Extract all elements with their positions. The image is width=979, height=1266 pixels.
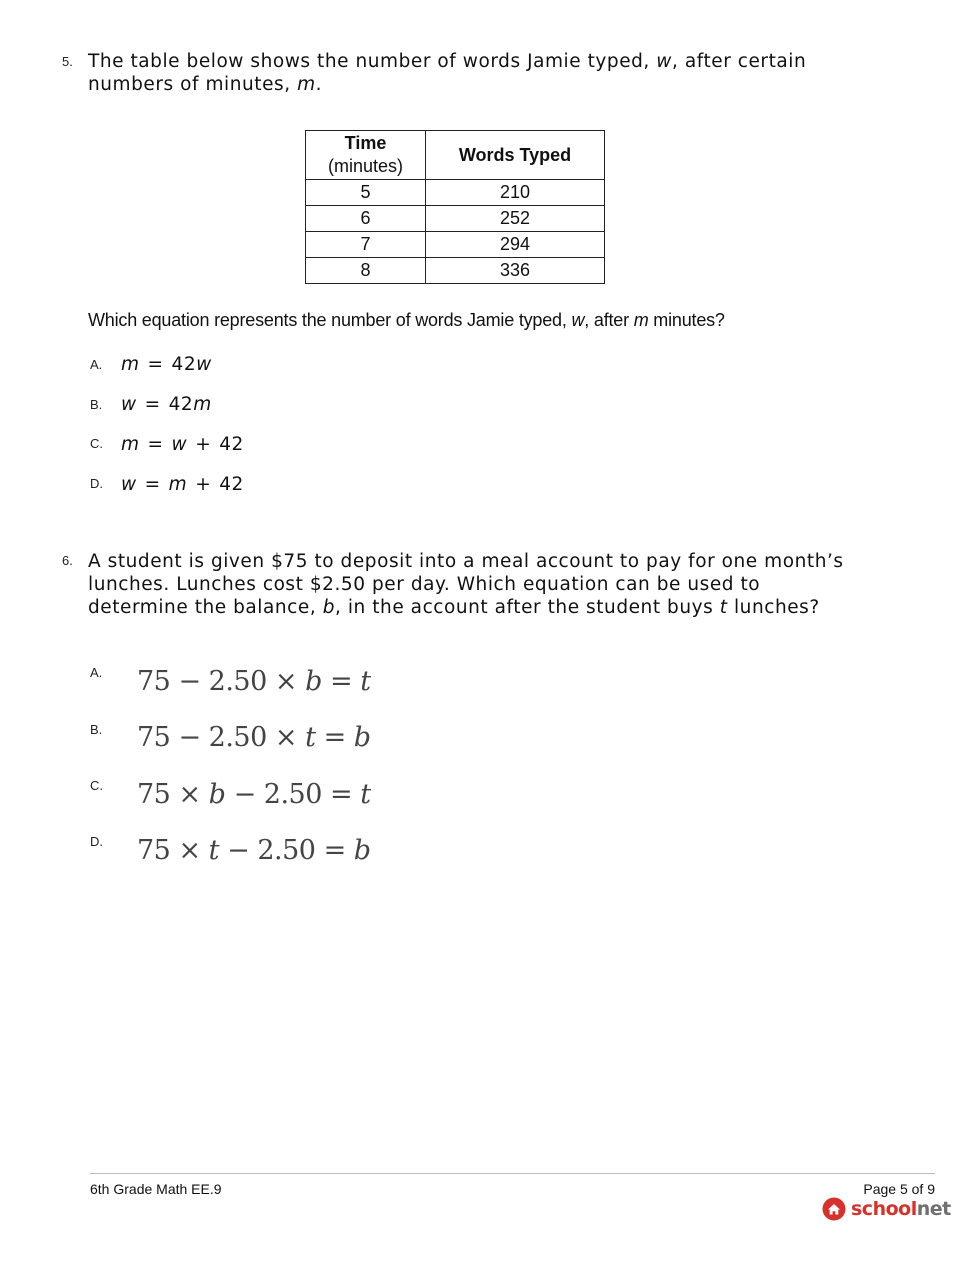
option-letter-b: B. (90, 397, 103, 412)
question-stem: A student is given $75 to deposit into a meal account to pay for one month’s lunches. Lunches cost $2.50 per day. Which equation can be used to determine the balance, b, in the account after the student buys t lunches? (88, 551, 844, 618)
footer-divider (90, 1173, 935, 1174)
option-letter-d: D. (90, 476, 103, 491)
table-row: 7 294 (306, 232, 605, 258)
house-icon (822, 1197, 846, 1221)
table-row: 5 210 (306, 180, 605, 206)
option-letter-a: A. (90, 357, 103, 372)
header-words: Words Typed (426, 131, 605, 180)
table-row: 6 252 (306, 206, 605, 232)
option-d[interactable]: w = m + 42 (121, 474, 244, 495)
question-prompt: Which equation represents the number of words Jamie typed, w, after m minutes? (88, 310, 725, 330)
option-d[interactable]: 75 × t − 2.50 = b (137, 835, 371, 866)
option-b[interactable]: 75 − 2.50 × t = b (137, 722, 371, 753)
option-letter-b: B. (90, 722, 103, 737)
option-letter-d: D. (90, 834, 103, 849)
schoolnet-logo: schoolnet (822, 1196, 951, 1222)
option-c[interactable]: 75 × b − 2.50 = t (137, 779, 371, 810)
question-stem: The table below shows the number of words Jamie typed, w, after certain numbers of minutes, m. (88, 51, 807, 95)
page-number: Page 5 of 9 (863, 1181, 935, 1197)
table-row: 8 336 (306, 258, 605, 284)
option-letter-c: C. (90, 436, 103, 451)
question-number: 5. (62, 54, 73, 69)
option-letter-a: A. (90, 665, 103, 680)
option-a[interactable]: m = 42w (121, 354, 212, 375)
option-letter-c: C. (90, 778, 103, 793)
question-number: 6. (62, 553, 73, 568)
table-header-row (306, 131, 605, 180)
option-b[interactable]: w = 42m (121, 394, 212, 415)
option-c[interactable]: m = w + 42 (121, 434, 244, 455)
header-time: Time (minutes) (306, 131, 426, 180)
option-a[interactable]: 75 − 2.50 × b = t (137, 666, 371, 697)
words-table (305, 130, 605, 284)
footer-title: 6th Grade Math EE.9 (90, 1181, 222, 1197)
